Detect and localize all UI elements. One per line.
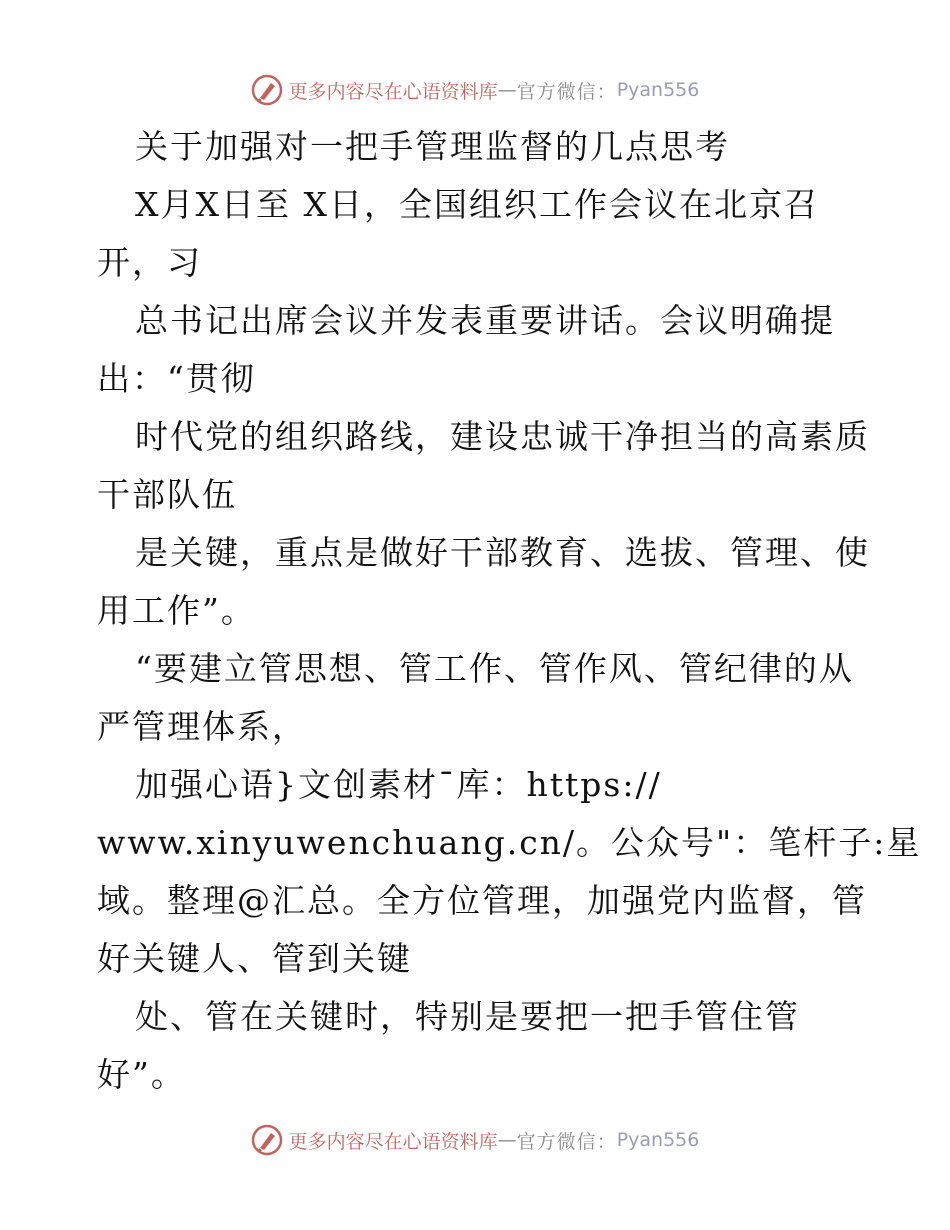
- doc-line: 严管理体系，: [97, 707, 307, 746]
- banner-dash: —: [497, 79, 517, 101]
- quill-pen-logo-icon: [251, 74, 283, 106]
- doc-line: “要建立管思想、管工作、管作风、管纪律的从: [135, 649, 854, 688]
- doc-line: 开，习: [97, 243, 202, 282]
- doc-line: 加强心语}文创素材¯库：https://: [135, 765, 662, 804]
- doc-line: www.xinyuwenchuang.cn/。公众号"：笔杆子:星: [97, 823, 922, 862]
- banner-title: 更多内容尽在心语资料库: [288, 80, 498, 103]
- header-banner: [0, 70, 950, 110]
- doc-line: 是关键，重点是做好干部教育、选拔、管理、使: [135, 533, 870, 572]
- doc-line: X月X日至 X日，全国组织工作会议在北京召: [135, 185, 819, 224]
- doc-line: 用工作”。: [97, 591, 256, 630]
- doc-line: 总书记出席会议并发表重要讲话。会议明确提: [135, 301, 835, 340]
- doc-line: 域。整理@汇总。全方位管理，加强党内监督，管: [97, 881, 867, 920]
- doc-line: 好关键人、管到关键: [97, 939, 412, 978]
- doc-line: 干部队伍: [97, 475, 237, 514]
- banner-wechat-label: 官方微信：: [516, 1130, 617, 1153]
- banner-title: 更多内容尽在心语资料库: [288, 1130, 498, 1153]
- banner-wechat-id: Pyan556: [616, 1129, 700, 1151]
- banner-dash: —: [497, 1129, 517, 1151]
- banner-wechat-id: Pyan556: [616, 79, 700, 101]
- banner-wechat-label: 官方微信：: [516, 80, 617, 103]
- doc-title: 关于加强对一把手管理监督的几点思考: [135, 127, 730, 166]
- footer-banner: [0, 1120, 950, 1160]
- doc-line: 出：“贯彻: [97, 359, 256, 398]
- quill-pen-logo-icon: [251, 1124, 283, 1156]
- doc-line: 处、管在关键时，特别是要把一把手管住管: [135, 997, 800, 1036]
- document-body: [97, 118, 922, 1104]
- doc-line: 好”。: [97, 1055, 186, 1094]
- doc-line: 时代党的组织路线，建设忠诚干净担当的高素质: [135, 417, 870, 456]
